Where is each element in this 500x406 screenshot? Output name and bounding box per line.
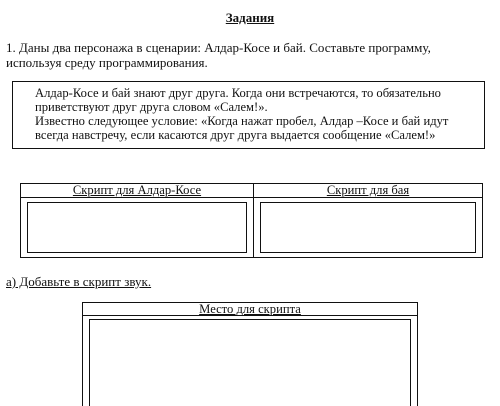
script-place-header: Место для скрипта — [83, 303, 417, 316]
script-place-box — [82, 302, 418, 406]
page-title: Задания — [225, 10, 275, 25]
description-line-1: Алдар-Косе и бай знают друг друга. Когда они встречаются, то обязательно приветствуют друг друга словом «Салем!». — [35, 86, 441, 114]
script-column-aldar — [21, 184, 254, 257]
subtask-a-text: а) Добавьте в скрипт звук. — [6, 274, 152, 289]
script-header-bai: Скрипт для бая — [254, 184, 482, 198]
script-column-bai — [254, 184, 482, 257]
description-box — [12, 81, 485, 149]
script-area-bai[interactable] — [260, 202, 476, 253]
script-place-area[interactable] — [89, 319, 411, 406]
script-area-aldar[interactable] — [27, 202, 247, 253]
script-header-aldar: Скрипт для Алдар-Косе — [21, 184, 253, 198]
task-text: 1. Даны два персонажа в сценарии: Алдар-Косе и бай. Составьте программу, используя среду программирования. — [6, 40, 431, 70]
description-line-2: Известно следующее условие: «Когда нажат пробел, Алдар –Косе и бай идут всегда навстречу, если касаются друг друга выдается сообщение «Салем!» — [35, 114, 449, 142]
script-table — [20, 183, 483, 258]
